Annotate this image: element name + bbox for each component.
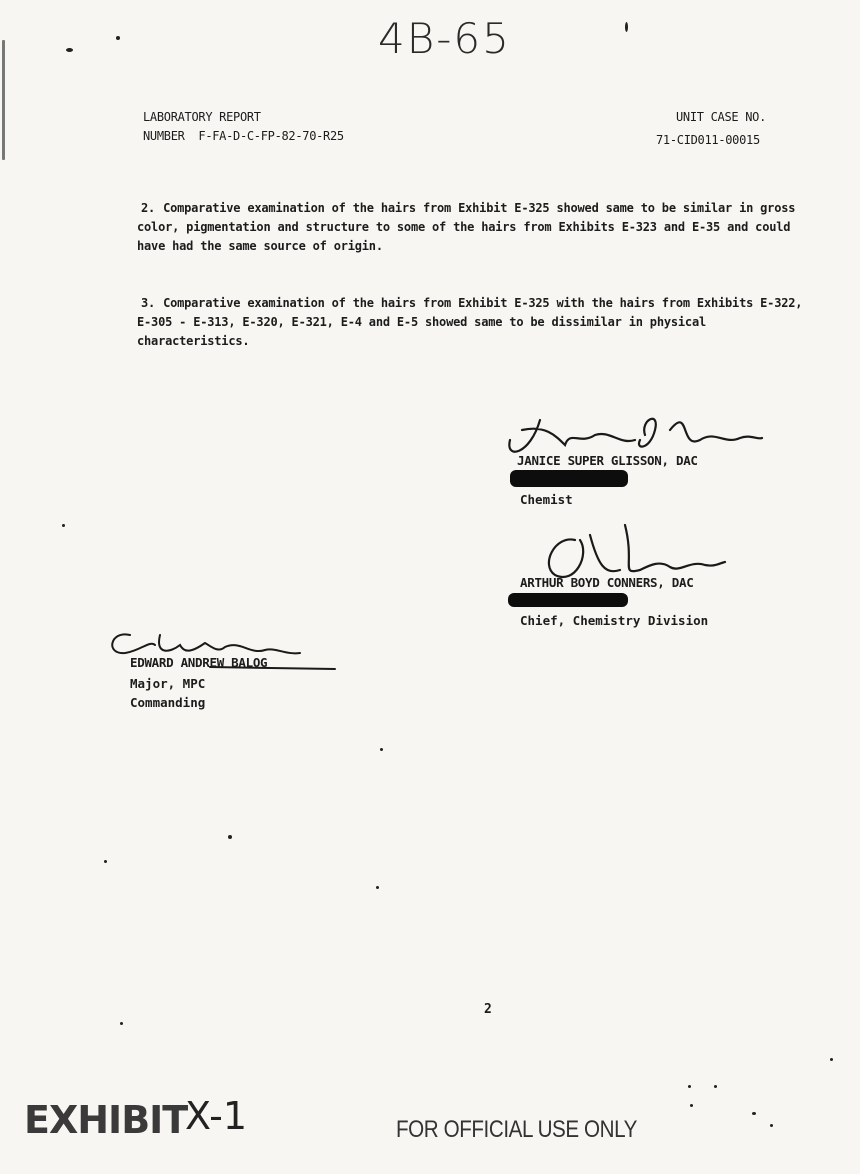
report-title: LABORATORY REPORT	[143, 110, 261, 124]
handwritten-reference: 4B-65	[378, 14, 511, 63]
redaction-bar	[508, 593, 628, 607]
scan-speck	[104, 860, 107, 863]
scan-speck	[62, 524, 65, 527]
classification-marking: FOR OFFICIAL USE ONLY	[396, 1116, 637, 1143]
scan-speck	[625, 22, 628, 32]
case-number-label: UNIT CASE NO.	[676, 110, 767, 124]
paragraph-2	[137, 199, 807, 256]
scan-speck	[714, 1085, 717, 1088]
commander-rank: Major, MPC	[130, 676, 206, 691]
scan-speck	[376, 886, 379, 889]
scan-speck	[688, 1085, 691, 1088]
exhibit-stamp: EXHIBIT	[24, 1098, 188, 1142]
paragraph-number: 3.	[141, 296, 156, 310]
chief-title: Chief, Chemistry Division	[520, 613, 709, 628]
scan-speck	[380, 748, 383, 751]
commander-signature	[100, 625, 340, 680]
paragraph-number: 2.	[141, 201, 156, 215]
page-number: 2	[484, 1002, 492, 1017]
scan-speck	[690, 1104, 693, 1107]
commander-title: Commanding	[130, 695, 206, 710]
chemist-name: JANICE SUPER GLISSON, DAC	[517, 453, 698, 468]
chemist-title: Chemist	[520, 492, 573, 507]
paragraph-3	[137, 294, 807, 351]
scan-speck	[2, 40, 5, 160]
exhibit-number: X-1	[185, 1094, 248, 1138]
chief-name: ARTHUR BOYD CONNERS, DAC	[520, 575, 694, 590]
scan-speck	[120, 1022, 123, 1025]
scan-speck	[116, 36, 120, 40]
scan-speck	[770, 1124, 773, 1127]
redaction-bar	[510, 470, 628, 487]
paragraph-text: Comparative examination of the hairs from Exhibit E-325 with the hairs from Exhibits E-322, E-305 - E-313, E-320, E-321, E-4 and E-5 showed same to be dissimilar in physical characteristics.	[137, 296, 803, 348]
scan-speck	[752, 1112, 756, 1115]
scan-speck	[830, 1058, 833, 1061]
case-number: 71-CID011-00015	[656, 133, 760, 147]
report-number: NUMBER F-FA-D-C-FP-82-70-R25	[143, 129, 344, 143]
commander-name: EDWARD ANDREW BALOG	[130, 655, 268, 670]
scan-speck	[66, 48, 73, 52]
scan-speck	[228, 835, 232, 839]
paragraph-text: Comparative examination of the hairs from Exhibit E-325 showed same to be similar in gross color, pigmentation and structure to some of the hairs from Exhibits E-323 and E-35 and could have had the same source of origin.	[137, 201, 796, 253]
